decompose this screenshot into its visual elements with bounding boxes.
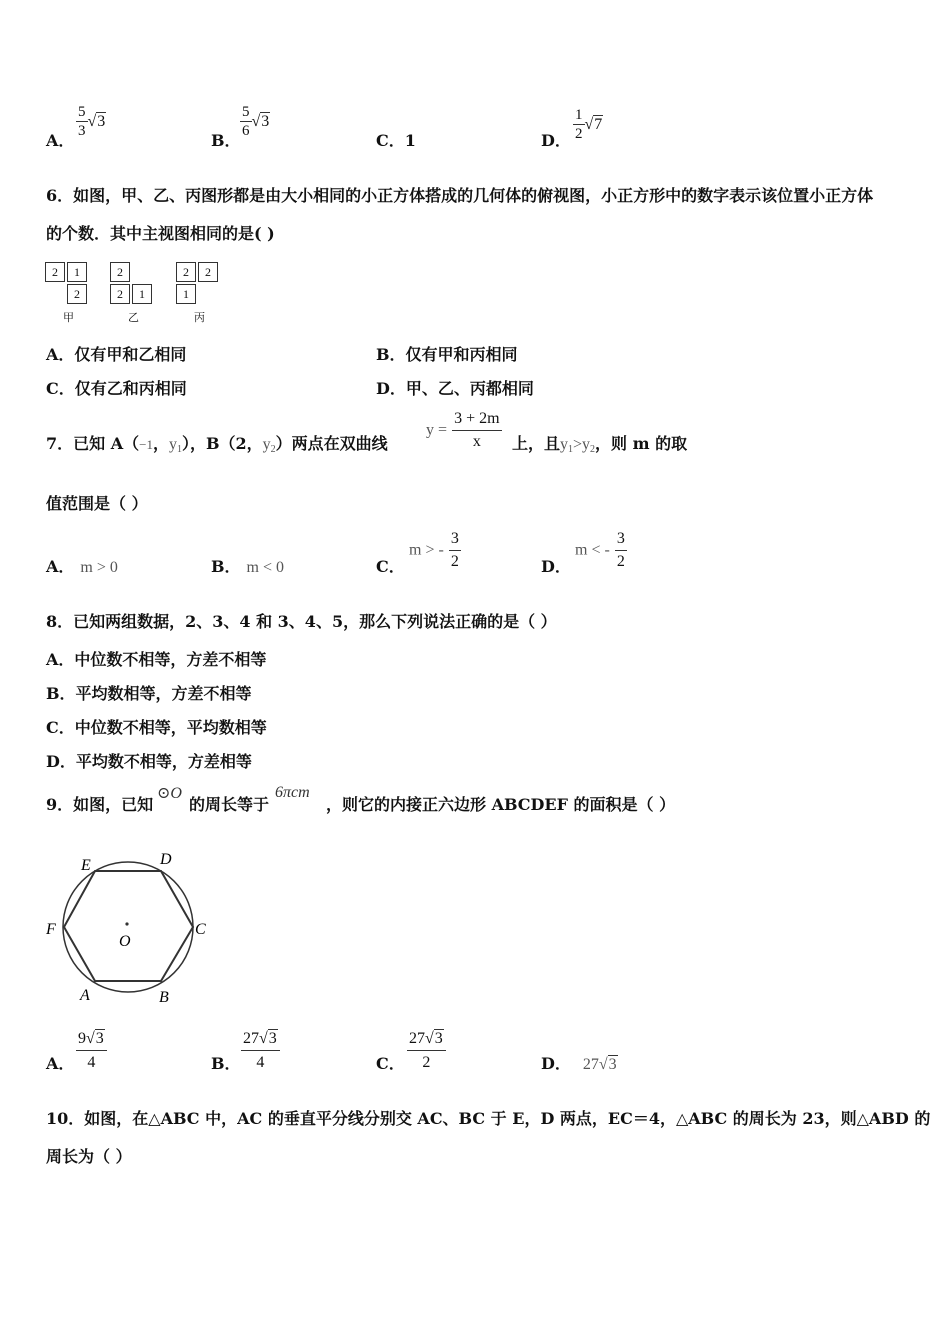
q5-option-d-value: $\frac{1}{2}$ √7 [575, 107, 603, 142]
q6-stem-line2: 的个数．其中主视图相同的是( ) [46, 224, 275, 243]
q9-label-f: F [46, 921, 56, 938]
q9-a-rad: 3 [95, 1030, 104, 1047]
q9-d-rad: 3 [608, 1056, 617, 1073]
q6-jia-cell: 2 [67, 284, 87, 304]
q6-yi-caption: 乙 [128, 311, 139, 324]
q8-option-c[interactable]: C．中位数不相等，平均数相等 [46, 718, 267, 737]
q6-stem-line1: 6．如图，甲、乙、丙图形都是由大小相同的小正方体搭成的几何体的俯视图，小正方形中的数字表示该位置小正方体 [46, 186, 874, 205]
q9-c-den: 2 [422, 1054, 431, 1071]
q7-y2: y [262, 436, 271, 453]
q5-option-c[interactable] [376, 128, 416, 151]
q9-option-a[interactable] [46, 1051, 74, 1074]
q7-option-a[interactable] [46, 554, 118, 577]
q7-after: ）两点在双曲线 [275, 434, 388, 453]
q9-hexagon [64, 871, 193, 981]
q5-option-d-label: D． [541, 131, 571, 150]
q7-option-c-expr: m > - [409, 541, 444, 559]
q9-stem-prefix: 9．如图，已知 [46, 795, 154, 814]
q5-a-num: 5 [78, 104, 86, 120]
q7-curve-num: 3 + 2m [452, 408, 501, 431]
q7-option-c-label: C． [376, 557, 405, 576]
q9-label-o: O [119, 933, 131, 950]
q5-d-den: 2 [575, 126, 583, 142]
q9-c-num: 27 [409, 1030, 425, 1047]
q5-b-rad: 3 [261, 113, 270, 130]
q5-option-a[interactable] [46, 128, 74, 151]
q9-option-b[interactable] [211, 1051, 241, 1074]
q9-label-a: A [80, 987, 90, 1004]
q9-circle [63, 862, 193, 992]
q7-y2b-sub: 2 [590, 444, 596, 455]
q6-bing-cell: 2 [198, 262, 218, 282]
q7-y2b: y [582, 436, 591, 453]
q9-d-num: 27 [582, 1056, 599, 1073]
q7-y2-sub: 2 [270, 444, 276, 455]
q9-b-rad: 3 [268, 1030, 277, 1047]
q5-option-d[interactable] [541, 128, 571, 151]
q5-a-rad: 3 [97, 113, 106, 130]
q7-y1-sub: 1 [176, 444, 182, 455]
q7-y1b: y [560, 436, 569, 453]
q6-option-c[interactable]: C．仅有乙和丙相同 [46, 379, 187, 398]
q6-bing-caption: 丙 [194, 311, 205, 324]
q9-label-c: C [195, 921, 206, 938]
q7-option-d[interactable] [541, 554, 571, 577]
q5-option-c-value: 1 [404, 131, 416, 150]
q9-a-num: 9 [78, 1030, 86, 1047]
q10-stem-line1: 10．如图，在△ABC 中，AC 的垂直平分线分别交 AC、BC 于 E，D 两点，EC＝4，△ABC 的周长为 23，则△ABD 的 [46, 1109, 931, 1128]
q7-option-c[interactable] [376, 554, 405, 577]
q6-jia-cell: 2 [45, 262, 65, 282]
q7-option-a-label: A． [46, 557, 75, 576]
q7-y1: y [168, 436, 177, 453]
q7-stem-line2: 值范围是（ ） [46, 494, 148, 513]
q5-option-a-label: A． [46, 131, 75, 150]
q6-yi-cell: 2 [110, 284, 130, 304]
q7-curve-lhs: y = [426, 421, 448, 439]
q5-option-a-value: $\frac{5}{3}$ √3 [78, 104, 106, 139]
q6-bing-cell: 2 [176, 262, 196, 282]
q9-option-c-value: $\frac{27√3}{2}$ [407, 1027, 446, 1074]
q7-option-b-expr: m < 0 [246, 559, 284, 576]
q9-b-den: 4 [256, 1054, 265, 1071]
q7-a-x: −1 [139, 437, 153, 452]
q6-jia-caption: 甲 [63, 311, 74, 324]
q8-option-b[interactable]: B．平均数相等，方差不相等 [46, 684, 252, 703]
q5-a-den: 3 [78, 123, 86, 139]
q9-length: 6πcm [275, 784, 310, 801]
q5-option-c-label: C． [376, 131, 405, 150]
q7-option-a-expr: m > 0 [80, 559, 118, 576]
q9-label-e: E [81, 857, 91, 874]
q6-figure-yi [110, 262, 160, 324]
q9-label-b: B [159, 989, 169, 1006]
q8-option-a[interactable]: A．中位数不相等，方差不相等 [46, 650, 267, 669]
q9-stem-tail: ，则它的内接正六边形 ABCDEF 的面积是（ ） [326, 795, 676, 814]
q6-option-b[interactable]: B．仅有甲和丙相同 [376, 345, 518, 364]
q9-option-b-label: B． [211, 1054, 241, 1073]
q7-d-den: 2 [616, 553, 625, 570]
q6-figure-jia [45, 262, 95, 324]
q7-curve-den: x [472, 433, 481, 450]
q5-option-b-label: B． [211, 131, 241, 150]
q5-b-num: 5 [242, 104, 250, 120]
q5-d-rad: 7 [594, 116, 603, 133]
q7-ineq: > [573, 436, 583, 453]
q7-y1b-sub: 1 [568, 444, 574, 455]
q7-option-d-label: D． [541, 557, 571, 576]
q7-mid: ），B（2， [181, 434, 263, 453]
q9-option-c[interactable] [376, 1051, 405, 1074]
q8-stem: 8．已知两组数据，2、3、4 和 3、4、5，那么下列说法正确的是（ ） [46, 612, 557, 631]
q9-hexagon-figure [40, 845, 220, 1010]
q9-option-b-value: $\frac{27√3}{4}$ [241, 1027, 280, 1074]
q7-then: 上，且 [512, 434, 561, 453]
q6-bing-cell: 1 [176, 284, 196, 304]
q9-a-den: 4 [87, 1054, 96, 1071]
q9-c-rad: 3 [434, 1030, 443, 1047]
q5-option-b[interactable] [211, 128, 241, 151]
q7-c-num: 3 [449, 528, 461, 551]
q6-option-d[interactable]: D．甲、乙、丙都相同 [376, 379, 534, 398]
q7-comma: ， [152, 434, 169, 453]
q6-figure-bing [176, 262, 226, 324]
q7-d-num: 3 [615, 528, 627, 551]
q9-option-d-label: D． [541, 1054, 571, 1073]
q7-stem-line1 [46, 434, 388, 460]
q7-c-den: 2 [450, 553, 459, 570]
q6-yi-cell: 1 [132, 284, 152, 304]
q6-jia-cell: 1 [67, 262, 87, 282]
q9-option-d[interactable]: D． 27√3 [541, 1054, 617, 1073]
q8-option-d[interactable]: D．平均数不相等，方差相等 [46, 752, 252, 771]
q9-option-a-label: A． [46, 1054, 75, 1073]
q6-yi-cell: 2 [110, 262, 130, 282]
q9-label-d: D [160, 851, 172, 868]
q7-option-d-expr: m < - [575, 541, 610, 559]
q7-option-b-label: B． [211, 557, 241, 576]
q9-option-c-label: C． [376, 1054, 405, 1073]
q7-tail: ，则 m 的取 [595, 434, 688, 453]
q5-b-den: 6 [242, 123, 250, 139]
q7-curve [426, 408, 502, 453]
q7-option-d-value [575, 528, 627, 573]
q6-option-a[interactable]: A．仅有甲和乙相同 [46, 345, 187, 364]
q7-option-b[interactable] [211, 554, 284, 577]
q9-stem-mid: 的周长等于 [189, 795, 270, 814]
q9-option-a-value: $\frac{9√3}{4}$ [76, 1027, 107, 1074]
q10-stem-line2: 周长为（ ） [46, 1147, 132, 1166]
q7-prefix: 7．已知 A（ [46, 434, 140, 453]
q5-d-num: 1 [575, 107, 583, 123]
q9-circle-symbol: ⊙O [157, 785, 182, 802]
q9-b-num: 27 [243, 1030, 259, 1047]
q5-option-b-value: $\frac{5}{6}$ √3 [242, 104, 270, 139]
q9-center-dot [125, 922, 128, 925]
q7-stem-line1-tail [512, 434, 687, 460]
q7-option-c-value [409, 528, 461, 573]
